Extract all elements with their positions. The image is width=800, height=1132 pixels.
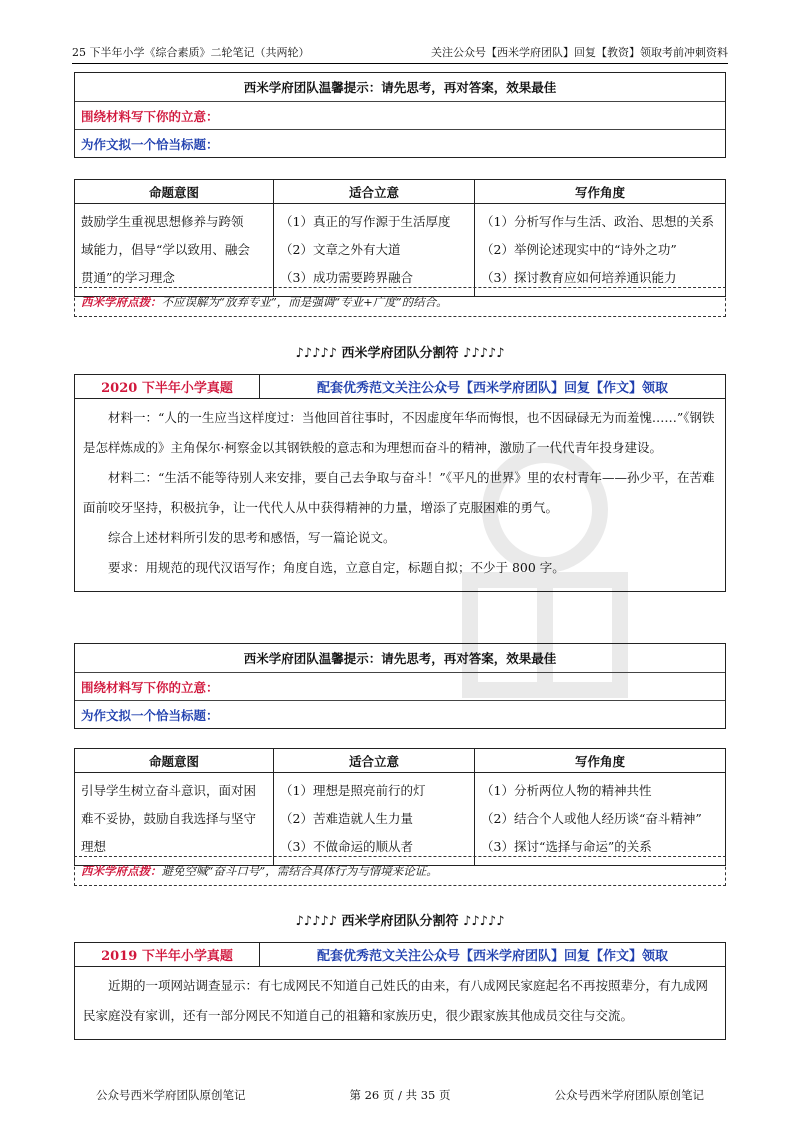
col-header-angle: 写作角度: [475, 180, 726, 204]
header-divider: [72, 63, 728, 64]
footer-right: 公众号西米学府团队原创笔记: [554, 1088, 704, 1102]
angle-cell: [475, 773, 726, 866]
idea-item: （1）真正的写作源于生活厚度: [280, 214, 451, 229]
header-left: 25 下半年小学《综合素质》二轮笔记（共两轮）: [72, 46, 310, 59]
col-header-idea: 适合立意: [274, 749, 475, 773]
angle-item: （3）探讨教育应如何培养通识能力: [481, 270, 677, 285]
idea-item: （3）成功需要跨界融合: [280, 270, 413, 285]
guidance-label: 西米学府点拨：: [81, 864, 162, 878]
col-header-intent: 命题意图: [75, 749, 274, 773]
col-header-idea: 适合立意: [274, 180, 475, 204]
intent-line: 难不妥协，鼓励自我选择与坚守: [81, 811, 257, 826]
reminder-box-1: [74, 72, 726, 158]
intent-line: 域能力，倡导“学以致用、融会: [81, 242, 250, 257]
material-paragraph: 材料二：“生活不能等待别人来安排，要自己去争取与奋斗！”《平凡的世界》里的农村青年——孙少平，在苦难面前咬牙坚持，积极抗争，让一代代人从中获得精神的力量，增添了克服困难的勇气。: [83, 470, 715, 515]
guidance-label: 西米学府点拨：: [81, 295, 162, 309]
angle-item: （3）探讨“选择与命运”的关系: [481, 839, 652, 854]
reminder-title: 西米学府团队温馨提示：请先思考，再对答案，效果最佳: [243, 80, 557, 95]
angle-item: （2）举例论述现实中的“诗外之功”: [481, 242, 677, 257]
intent-line: 引导学生树立奋斗意识，面对困: [81, 783, 257, 798]
reminder-box-2: [74, 643, 726, 729]
idea-prompt[interactable]: 围绕材料写下你的立意：: [75, 101, 725, 129]
answer-table-1: [74, 179, 726, 297]
reminder-title: 西米学府团队温馨提示：请先思考，再对答案，效果最佳: [243, 651, 557, 666]
exam-year-label: 2019 下半年小学真题: [75, 943, 260, 966]
page-number: 第 26 页 / 共 35 页: [349, 1088, 451, 1102]
essay-resource-link[interactable]: 配套优秀范文关注公众号【西米学府团队】回复【作文】领取: [316, 381, 668, 396]
angle-item: （1）分析两位人物的精神共性: [481, 783, 652, 798]
material-paragraph: 材料一：“人的一生应当这样度过：当他回首往事时，不因虚度年华而悔恨，也不因碌碌无为而羞愧……”《钢铁是怎样炼成的》主角保尔·柯察金以其钢铁般的意志和为理想而奋斗的精神，激励了一代代青年投身建设。: [83, 410, 715, 455]
col-header-angle: 写作角度: [475, 749, 726, 773]
section-divider-2: ♪♪♪♪♪ 西米学府团队分割符 ♪♪♪♪♪: [295, 914, 505, 929]
exam-year-label: 2020 下半年小学真题: [75, 375, 260, 398]
idea-prompt[interactable]: 围绕材料写下你的立意：: [75, 672, 725, 700]
material-paragraph: 综合上述材料所引发的思考和感悟，写一篇论说文。: [108, 530, 396, 545]
angle-cell: [475, 204, 726, 297]
col-header-intent: 命题意图: [75, 180, 274, 204]
material-paragraph: 近期的一项网站调查显示：有七成网民不知道自己姓氏的由来，有八成网民家庭起名不再按照辈分，有九成网民家庭没有家训，还有一部分网民不知道自己的祖籍和家族历史，很少跟家族其他成员交往与交流。: [83, 978, 709, 1023]
angle-item: （2）结合个人或他人经历谈“奋斗精神”: [481, 811, 702, 826]
title-prompt[interactable]: 为作文拟一个恰当标题：: [75, 700, 725, 728]
idea-item: （2）苦难造就人生力量: [280, 811, 413, 826]
answer-table-2: [74, 748, 726, 866]
header-right: 关注公众号【西米学府团队】回复【教资】领取考前冲刺资料: [431, 46, 728, 59]
section-divider-1: ♪♪♪♪♪ 西米学府团队分割符 ♪♪♪♪♪: [295, 346, 505, 361]
title-prompt[interactable]: 为作文拟一个恰当标题：: [75, 129, 725, 157]
idea-cell: [274, 773, 475, 866]
guidance-note-2: [74, 856, 726, 886]
intent-cell: [75, 773, 274, 866]
idea-item: （2）文章之外有大道: [280, 242, 401, 257]
angle-item: （1）分析写作与生活、政治、思想的关系: [481, 214, 714, 229]
guidance-note-1: [74, 287, 726, 317]
intent-cell: [75, 204, 274, 297]
guidance-text: 避免空喊“奋斗口号”，需结合具体行为与情境来论证。: [161, 864, 438, 878]
guidance-text: 不应误解为“放弃专业”，而是强调“专业+广度”的结合。: [161, 295, 448, 309]
exam-2019: [74, 942, 726, 1040]
idea-cell: [274, 204, 475, 297]
footer-left: 公众号西米学府团队原创笔记: [96, 1088, 246, 1102]
material-paragraph: 要求：用规范的现代汉语写作；角度自选，立意自定，标题自拟；不少于 800 字。: [108, 560, 565, 575]
intent-line: 贯通”的学习理念: [81, 270, 175, 285]
idea-item: （1）理想是照亮前行的灯: [280, 783, 426, 798]
intent-line: 鼓励学生重视思想修养与跨领: [81, 214, 244, 229]
intent-line: 理想: [81, 839, 107, 854]
idea-item: （3）不做命运的顺从者: [280, 839, 413, 854]
page-header: [72, 44, 728, 62]
essay-resource-link[interactable]: 配套优秀范文关注公众号【西米学府团队】回复【作文】领取: [316, 949, 668, 964]
exam-material: [75, 967, 725, 1039]
page-footer: [96, 1087, 704, 1103]
